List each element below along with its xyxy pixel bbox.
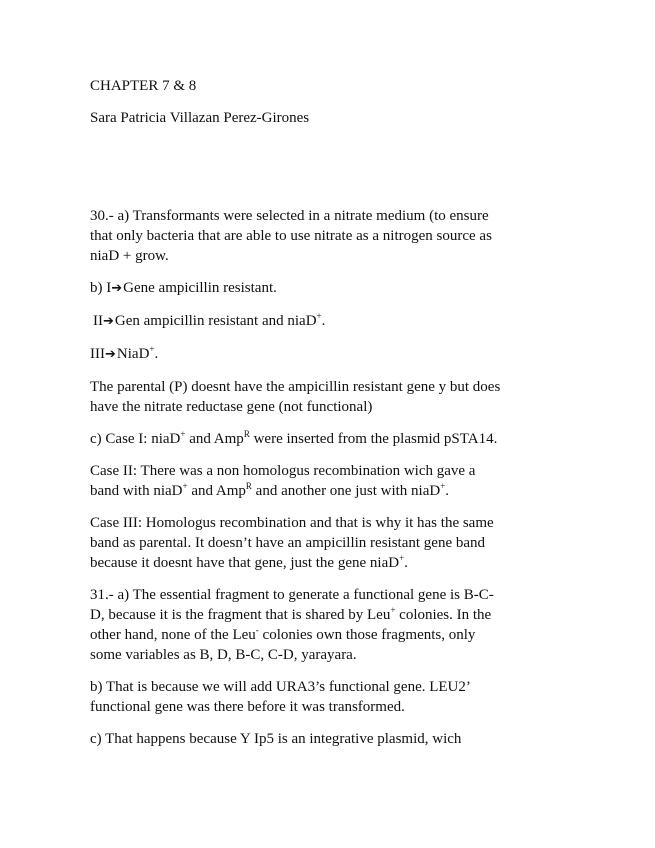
case2-line2-mid2: and another one just with niaD: [251, 483, 441, 499]
superscript-r: R: [245, 481, 252, 491]
document-page: [90, 76, 568, 761]
q31a-line2-end: colonies. In the: [395, 607, 492, 623]
parental-line-1: The parental (P) doesnt have the ampicillin resistant gene y but does: [90, 379, 501, 395]
case3-line-3: [90, 553, 568, 573]
q30c-case3-paragraph: [90, 513, 568, 573]
superscript-plus: +: [440, 481, 446, 491]
chapter-title-text: CHAPTER 7 & 8: [90, 78, 197, 94]
q31b-paragraph: [90, 677, 568, 717]
superscript-minus: -: [255, 625, 259, 635]
q30c-case1-paragraph: [90, 429, 568, 449]
superscript-plus: +: [390, 605, 396, 615]
q30a-line-3: niaD + grow.: [90, 248, 169, 264]
q30a-paragraph: [90, 206, 568, 266]
superscript-plus: +: [316, 311, 322, 321]
q30b-line3-end: .: [154, 346, 159, 362]
parental-line-2: have the nitrate reductase gene (not functional): [90, 399, 373, 415]
case2-line2-prefix: band with niaD: [90, 483, 183, 499]
q31a-paragraph: [90, 585, 568, 665]
q31b-line-1: b) That is because we will add URA3’s functional gene. LEU2’: [90, 679, 471, 695]
author-name-text: Sara Patricia Villazan Perez-Girones: [90, 110, 310, 126]
case2-line2-mid: and Amp: [187, 483, 246, 499]
right-arrow-icon: ➔: [103, 314, 114, 329]
q30b-paragraph-1: [90, 278, 568, 299]
q30c-case2-paragraph: [90, 461, 568, 501]
q30b-line2-text: Gen ampicillin resistant and niaD: [114, 313, 317, 329]
superscript-plus: +: [180, 429, 186, 439]
case3-line3-end: .: [404, 555, 408, 571]
right-arrow-icon: ➔: [105, 347, 116, 362]
q31a-line3-end: colonies own those fragments, only: [258, 627, 476, 643]
q30b-paragraph-3: [90, 344, 568, 365]
q31a-line-2: [90, 605, 568, 625]
superscript-plus: +: [149, 344, 155, 354]
q31c-paragraph: [90, 729, 568, 749]
parental-paragraph: [90, 377, 568, 417]
q31a-line2-text: D, because it is the fragment that is shared by Leu: [90, 607, 391, 623]
q30b-line1-prefix: b) I: [90, 280, 112, 296]
case2-line-2: [90, 481, 568, 501]
case1-mid: and Amp: [185, 431, 244, 447]
q30b-line3-prefix: III: [90, 346, 105, 362]
q31a-line-4: some variables as B, D, B-C, C-D, yarayara.: [90, 647, 357, 663]
author-name: [90, 108, 568, 128]
q30b-line2-prefix: II: [93, 313, 103, 329]
q30b-paragraph-2: [90, 311, 568, 332]
superscript-plus: +: [182, 481, 188, 491]
q31a-line-1: 31.- a) The essential fragment to generate a functional gene is B-C-: [90, 587, 494, 603]
case3-line-2: band as parental. It doesn’t have an ampicillin resistant gene band: [90, 535, 486, 551]
superscript-plus: +: [399, 553, 405, 563]
superscript-r: R: [243, 429, 250, 439]
right-arrow-icon: ➔: [111, 281, 123, 296]
q31c-line-1: c) That happens because Y Ip5 is an integrative plasmid, wich: [90, 731, 462, 747]
case3-line3-text: because it doesnt have that gene, just the gene niaD: [90, 555, 400, 571]
q30a-line-2: that only bacteria that are able to use nitrate as a nitrogen source as: [90, 228, 492, 244]
case2-line-1: Case II: There was a non homologus recombination wich gave a: [90, 463, 476, 479]
chapter-title: [90, 76, 568, 96]
case2-line2-end: .: [445, 483, 450, 499]
case1-prefix: c) Case I: niaD: [90, 431, 181, 447]
q30b-line2-end: .: [321, 313, 326, 329]
case3-line-1: Case III: Homologus recombination and that is why it has the same: [90, 515, 494, 531]
q31b-line-2: functional gene was there before it was transformed.: [90, 699, 405, 715]
q30b-line1-text: Gene ampicillin resistant.: [123, 280, 277, 296]
q30b-line3-text: NiaD: [116, 346, 150, 362]
case1-end: were inserted from the plasmid pSTA14.: [249, 431, 498, 447]
q31a-line3-text: other hand, none of the Leu: [90, 627, 256, 643]
q30a-line-1: 30.- a) Transformants were selected in a nitrate medium (to ensure: [90, 208, 489, 224]
q31a-line-3: [90, 625, 568, 645]
